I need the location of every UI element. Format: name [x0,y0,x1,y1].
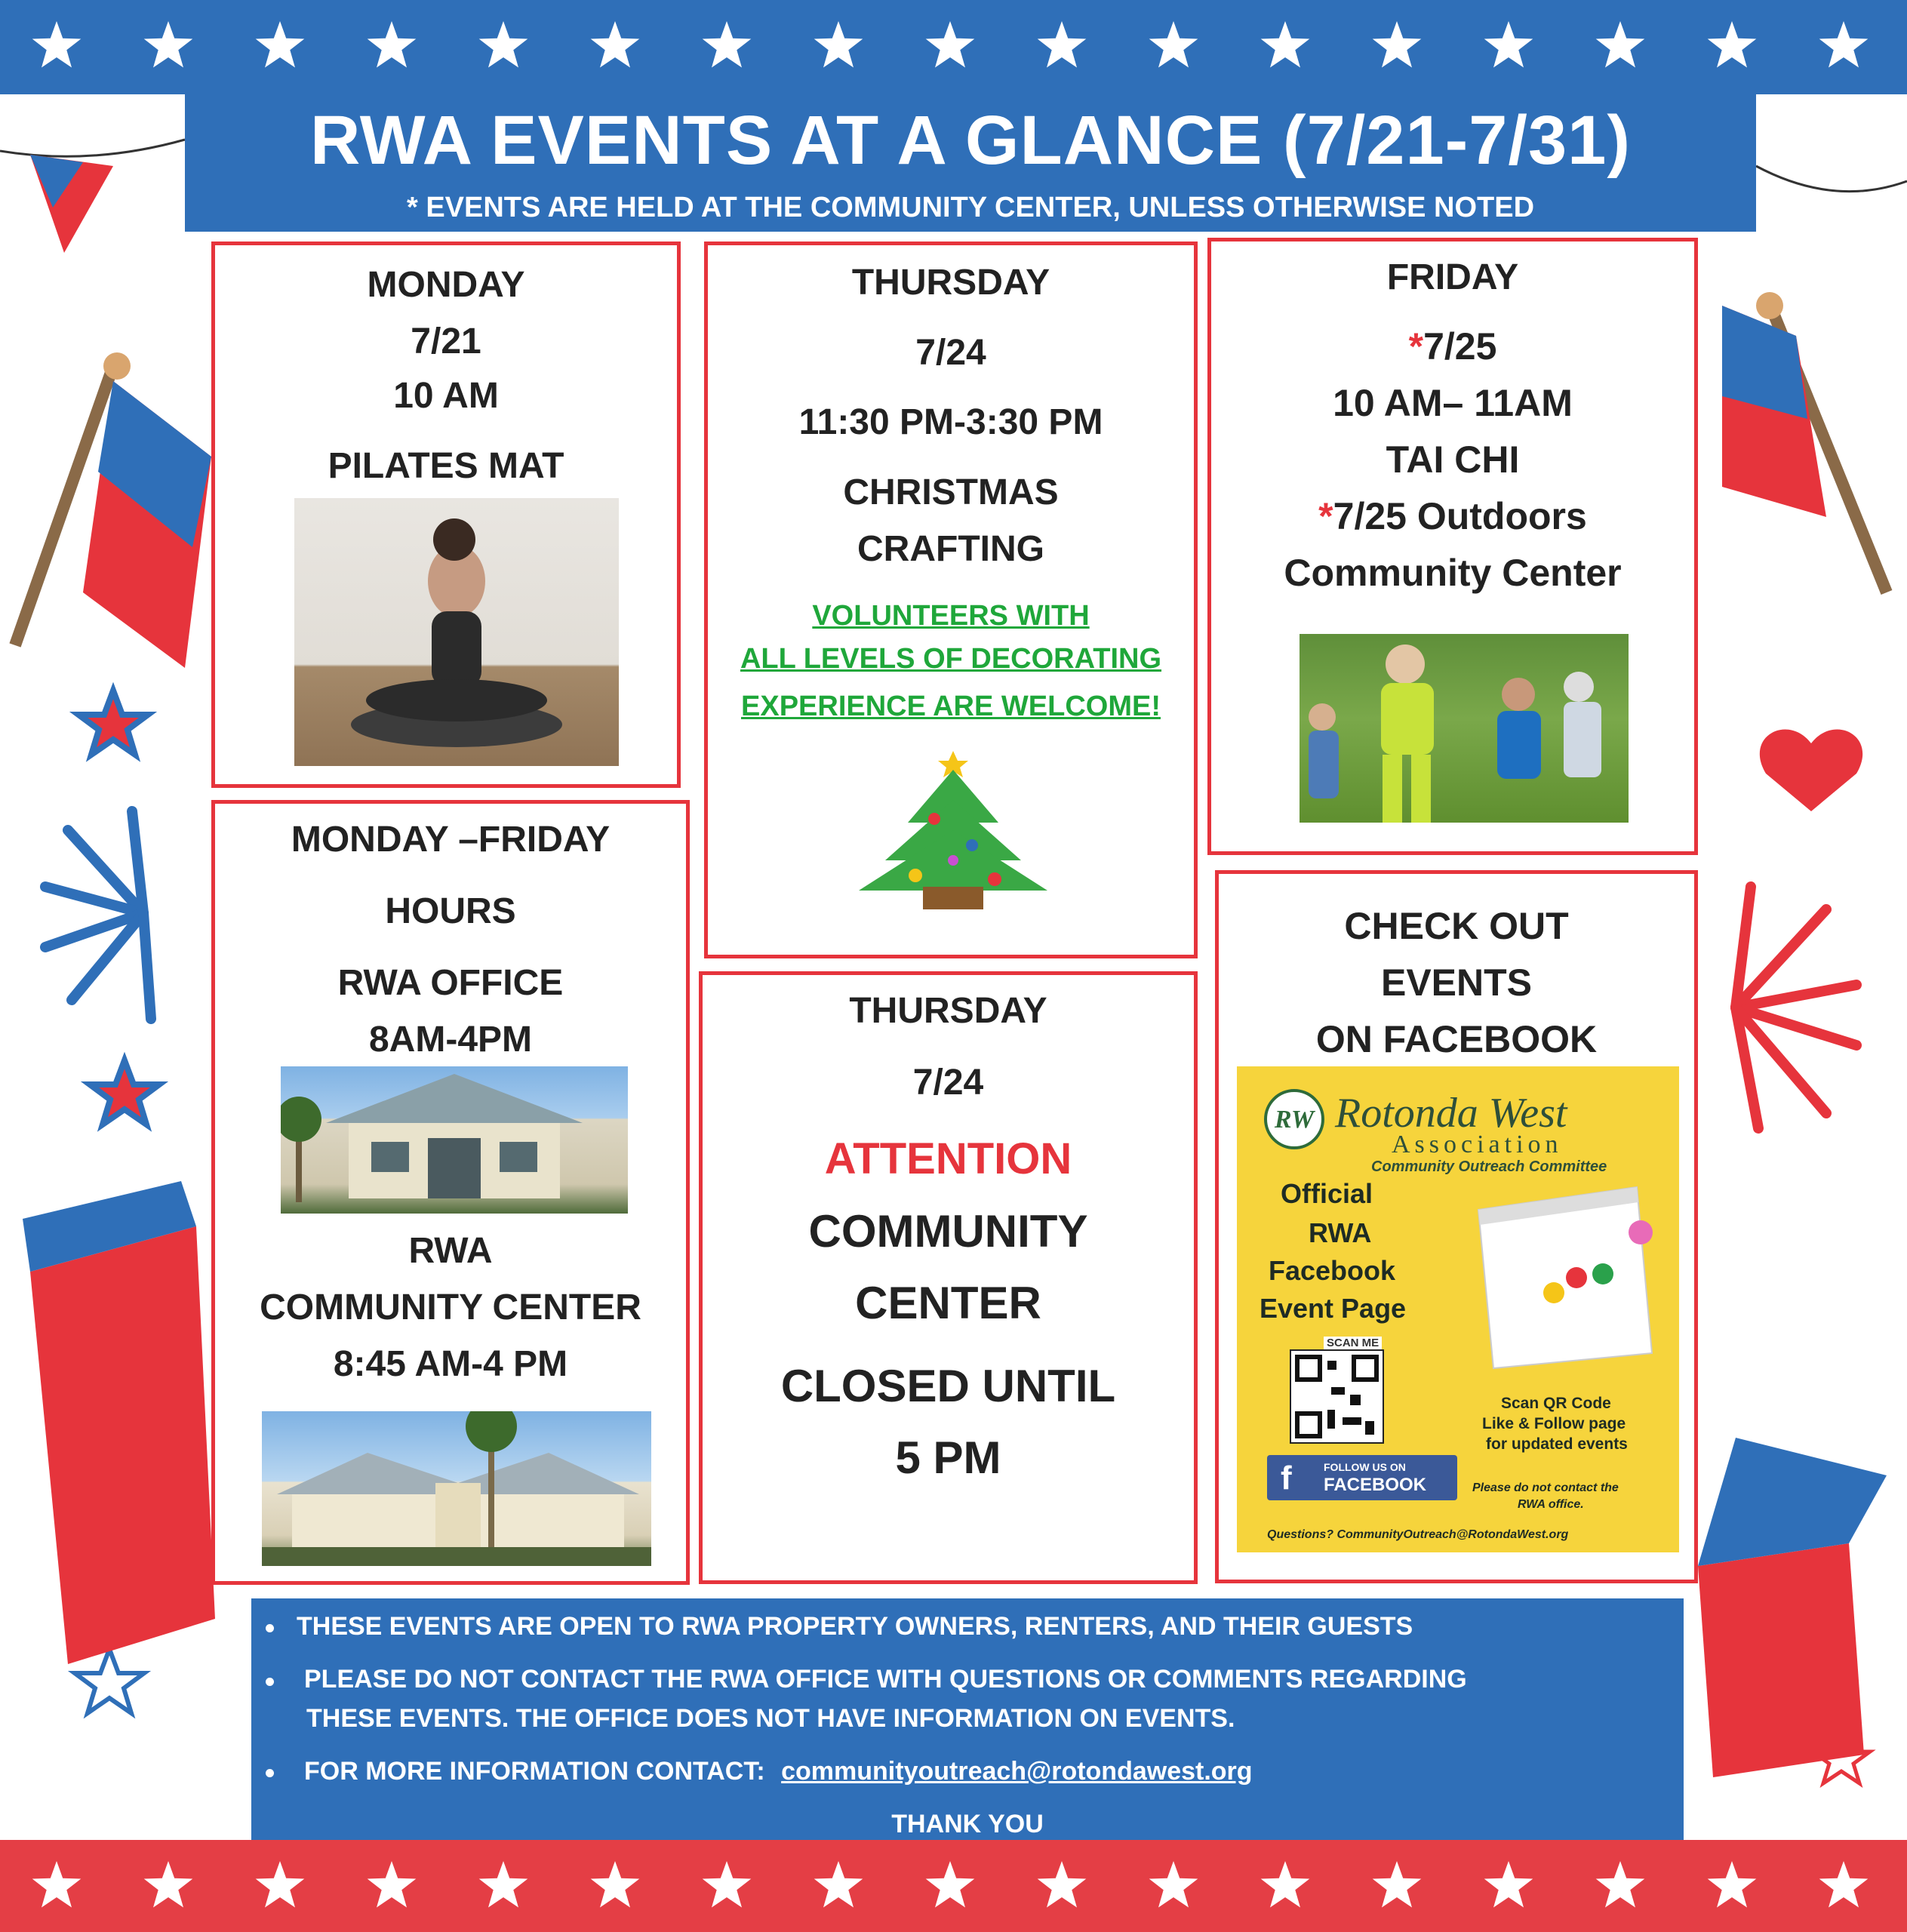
heart-icon [1760,729,1862,811]
qr-code-icon [1290,1349,1384,1444]
facebook-f-icon: f [1281,1460,1292,1497]
star-icon [368,1861,417,1908]
star-icon [256,21,305,68]
star-icon [1708,21,1757,68]
rwa-logo-icon [1264,1089,1324,1149]
contact-email-link[interactable]: communityoutreach@rotondawest.org [781,1757,1253,1786]
header-banner [185,92,1756,232]
star-icon [814,21,863,68]
thursday1-event-line2: CRAFTING [857,529,1044,569]
star-icon [479,1861,528,1908]
facebook-heading2: EVENTS [1380,961,1533,1004]
monday-day: MONDAY [367,265,525,305]
star-icon [1596,1861,1645,1908]
star-icon [32,21,82,68]
dont-contact-line1: Please do not contact the [1472,1481,1619,1494]
star-icon [479,21,528,68]
star-icon [1596,21,1645,68]
friday-date: 7/25 [1423,325,1497,368]
page-title: RWA EVENTS AT A GLANCE (7/21-7/31) [310,102,1631,179]
top-star-band [0,0,1907,94]
star-icon [144,1861,193,1908]
thursday1-date: 7/24 [915,333,986,373]
office-hours-card [211,800,690,1585]
office-name: RWA OFFICE [337,963,564,1003]
friday-day: FRIDAY [1386,257,1519,297]
friday-time: 10 AM– 11AM [1333,382,1573,424]
star-icon [1038,1861,1087,1908]
pilates-photo [294,498,619,766]
thursday1-note-line3: EXPERIENCE ARE WELCOME! [741,691,1161,722]
bunting-string-left [0,140,185,156]
friday-taichi-card [1207,238,1698,855]
star-icon [814,1861,863,1908]
bullet-dot-2 [266,1678,274,1686]
star-icon [591,1861,640,1908]
info-bullet3 [304,1757,1253,1786]
thursday2-date: 7/24 [912,1063,984,1103]
rocket-left-icon [30,1226,215,1664]
star-icon [256,1861,305,1908]
official-line3: Facebook [1269,1255,1396,1286]
friday-location-line2: Community Center [1284,552,1622,594]
star-icon [1261,1861,1310,1908]
star-row-top [0,0,1907,94]
dont-contact-line2: RWA office. [1518,1498,1584,1511]
star-icon [144,21,193,68]
info-panel [251,1598,1684,1847]
closure-line4: 5 PM [895,1432,1001,1483]
thursday2-day: THURSDAY [849,991,1047,1031]
star-icon [1819,1861,1869,1908]
hours-label: HOURS [385,891,516,931]
star-icon [1373,1861,1422,1908]
friday-location-asterisk: * [1318,495,1333,537]
star-icon [1484,1861,1533,1908]
star-left-2-icon [90,1060,159,1124]
monday-event-card [211,242,681,788]
monday-event: PILATES MAT [328,446,564,486]
star-icon [926,21,975,68]
taichi-photo [1300,634,1629,823]
thank-you: THANK YOU [891,1810,1044,1838]
facebook-heading1: CHECK OUT [1344,905,1569,947]
star-icon [1708,1861,1757,1908]
star-icon [1038,21,1087,68]
thursday1-event-line1: CHRISTMAS [843,472,1059,512]
office-photo [281,1066,628,1214]
thursday-closure-card [699,971,1198,1584]
thursday-crafting-card [704,242,1198,958]
closure-line3: CLOSED UNTIL [780,1361,1116,1411]
friday-asterisk: * [1408,325,1424,368]
friday-location-line1-wrap [1211,494,1694,538]
scan-me-label: SCAN ME [1324,1337,1382,1349]
star-icon [1149,1861,1198,1908]
star-row-bottom [0,1840,1907,1932]
friday-date-line [1211,325,1694,368]
attention-label: ATTENTION [824,1134,1072,1183]
friday-event: TAI CHI [1386,438,1520,481]
star-icon [926,1861,975,1908]
monday-time: 10 AM [393,376,499,416]
follow-facebook-badge [1267,1455,1457,1500]
info-bullet2-line2: THESE EVENTS. THE OFFICE DOES NOT HAVE INFORMATION ON EVENTS. [306,1704,1235,1733]
info-bullet1: THESE EVENTS ARE OPEN TO RWA PROPERTY OWNERS, RENTERS, AND THEIR GUESTS [297,1612,1413,1641]
star-icon [703,21,752,68]
thursday1-note-line2: ALL LEVELS OF DECORATING [740,643,1162,675]
firework-right-icon [1736,887,1856,1128]
friday-location-line1: 7/25 Outdoors [1333,495,1587,537]
scan-line3: for updated events [1486,1435,1628,1453]
committee-name: Community Outreach Committee [1371,1158,1607,1175]
star-icon [368,21,417,68]
bullet-dot-3 [266,1769,274,1777]
thursday1-note-line1: VOLUNTEERS WITH [812,600,1090,632]
bottom-star-band [0,1840,1907,1932]
follow-line2: FACEBOOK [1324,1475,1427,1495]
star-icon [703,1861,752,1908]
follow-line1: FOLLOW US ON [1324,1461,1406,1473]
firework-left-icon [45,811,151,1019]
star-icon [1373,21,1422,68]
official-line2: RWA [1309,1217,1372,1248]
star-icon [1484,21,1533,68]
office-hours: 8AM-4PM [368,1020,533,1060]
star-icon [1819,21,1869,68]
star-icon [1149,21,1198,68]
center-line2: COMMUNITY CENTER [260,1287,641,1327]
info-bullet2-line1: PLEASE DO NOT CONTACT THE RWA OFFICE WITH QUESTIONS OR COMMENTS REGARDING [304,1665,1467,1694]
official-line1: Official [1281,1178,1373,1209]
scan-line1: Scan QR Code [1501,1395,1611,1412]
info-bullet3-prefix: FOR MORE INFORMATION CONTACT: [304,1757,765,1786]
bullet-dot-1 [266,1624,274,1632]
closure-line2: CENTER [855,1278,1041,1328]
star-icon [591,21,640,68]
page-subtitle: * EVENTS ARE HELD AT THE COMMUNITY CENTER, UNLESS OTHERWISE NOTED [406,192,1535,223]
questions-email: Questions? CommunityOutreach@RotondaWest.org [1267,1528,1569,1541]
org-sub: Association [1392,1131,1563,1158]
star-left-1-icon [78,691,148,755]
closure-line1: COMMUNITY [808,1206,1088,1257]
center-hours: 8:45 AM-4 PM [333,1344,568,1384]
star-icon [32,1861,82,1908]
scan-line2: Like & Follow page [1482,1415,1626,1432]
monday-date: 7/21 [411,321,481,361]
star-icon [1261,21,1310,68]
org-name: Rotonda West [1335,1090,1567,1137]
bunting-string-right [1756,166,1907,192]
community-center-photo [262,1411,651,1566]
christmas-tree-icon [844,747,1063,913]
thursday1-day: THURSDAY [851,263,1050,303]
center-line1: RWA [408,1231,493,1271]
rwa-logo-initials: RW [1274,1106,1315,1134]
rocket-right-icon [1698,1543,1864,1777]
official-line4: Event Page [1260,1293,1407,1324]
thursday1-time: 11:30 PM-3:30 PM [798,402,1103,442]
facebook-event-flyer [1237,1066,1679,1552]
calendar-icon [1463,1180,1659,1376]
facebook-heading3: ON FACEBOOK [1315,1018,1598,1060]
hours-title: MONDAY –FRIDAY [291,820,611,860]
